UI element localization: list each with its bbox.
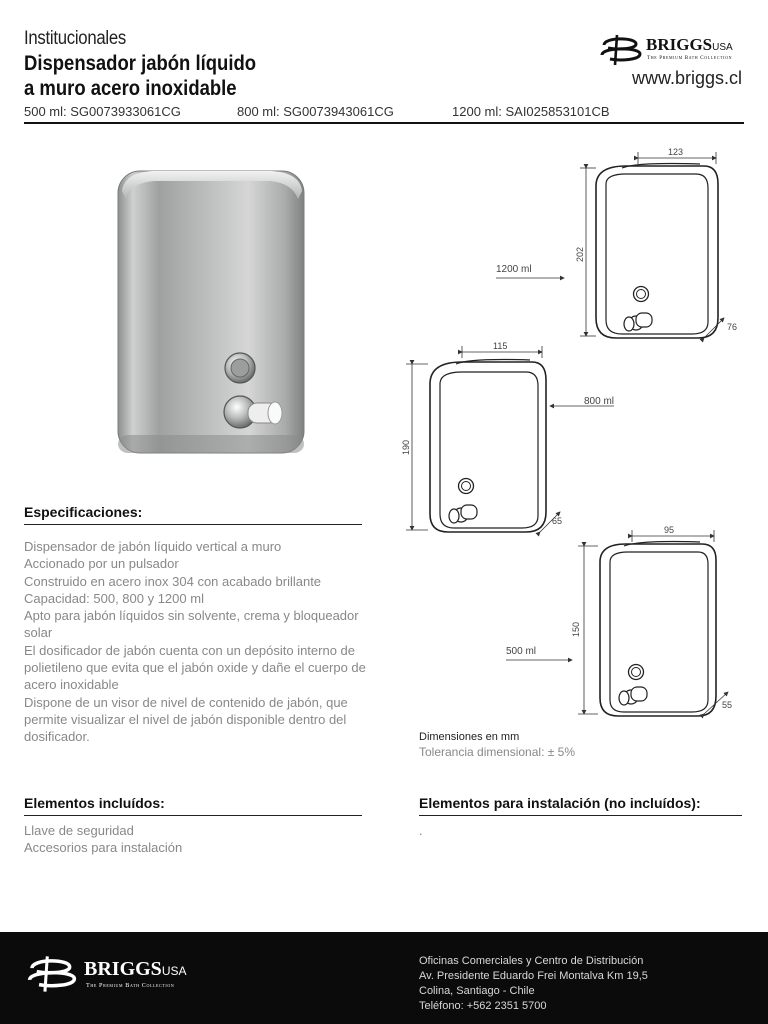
- dim-1200-height: 202: [575, 246, 585, 262]
- included-item: Llave de seguridad: [24, 823, 134, 838]
- product-photo: [112, 165, 312, 460]
- footer-brand-suffix: USA: [161, 964, 187, 978]
- capacity-label-800: 800 ml: [584, 396, 615, 407]
- specs-list: [24, 538, 374, 746]
- dimension-drawings: [400, 140, 760, 730]
- included-list: [24, 822, 364, 857]
- address-line: Av. Presidente Eduardo Frei Montalva Km 19,5: [419, 970, 648, 982]
- spec-line: El dosificador de jabón cuenta con un depósito interno de polietileno que evita que el jabón oxide y dañe el cuerpo de acero inoxidable: [24, 642, 366, 693]
- footer-brand-tagline: The Premium Bath Collection: [86, 982, 175, 989]
- brand-name: BRIGGS: [646, 35, 713, 54]
- installation-list: [419, 822, 423, 839]
- dim-800-depth: 65: [552, 516, 563, 526]
- brand-logo: [598, 33, 748, 67]
- diagram-1200ml: [496, 152, 724, 338]
- title-line-1: Dispensador jabón líquido: [24, 52, 257, 75]
- website-url[interactable]: www.briggs.cl: [631, 68, 742, 88]
- spec-line: Accionado por un pulsador: [24, 556, 179, 572]
- specs-divider: [24, 524, 362, 525]
- spec-line: Dispone de un visor de nivel de contenido de jabón, que permite visualizar el nivel de jabón disponible dentro del dosificador.: [24, 694, 348, 745]
- dim-1200-depth: 76: [727, 322, 738, 332]
- dim-1200-width: 123: [668, 147, 684, 157]
- dim-500-depth: 55: [722, 700, 733, 710]
- footer-address: [419, 954, 648, 1014]
- dim-500-width: 95: [664, 525, 675, 535]
- diagram-800ml: [406, 346, 614, 532]
- address-line: Oficinas Comerciales y Centro de Distribución: [419, 955, 644, 967]
- footer-brand-logo: [24, 954, 224, 994]
- model-code-800: 800 ml: SG0073943061CG: [237, 104, 394, 119]
- brand-suffix: USA: [712, 42, 733, 53]
- spec-line: Apto para jabón líquidos sin solvente, crema y bloqueador solar: [24, 608, 359, 641]
- page-title: [24, 51, 256, 101]
- diagram-500ml: [506, 530, 728, 716]
- spec-line: Dispensador de jabón líquido vertical a muro: [24, 539, 282, 554]
- dim-800-width: 115: [493, 341, 508, 351]
- title-line-2: a muro acero inoxidable: [24, 77, 237, 100]
- included-item: Accesorios para instalación: [24, 840, 183, 856]
- spec-line: Capacidad: 500, 800 y 1200 ml: [24, 590, 204, 606]
- address-line: Colina, Santiago - Chile: [419, 985, 535, 997]
- tolerance-note: Tolerancia dimensional: ± 5%: [419, 745, 575, 759]
- specs-title: Especificaciones:: [24, 504, 143, 520]
- category-label: Institucionales: [24, 28, 126, 49]
- footer-brand-name: BRIGGS: [84, 958, 162, 980]
- included-title: Elementos incluídos:: [24, 795, 165, 811]
- header-divider: [24, 122, 744, 124]
- briggs-emblem-icon: [598, 33, 644, 67]
- model-code-500: 500 ml: SG0073933061CG: [24, 104, 181, 119]
- capacity-label-1200: 1200 ml: [496, 264, 532, 275]
- installation-item: .: [419, 823, 423, 838]
- dim-800-height: 190: [401, 439, 411, 455]
- phone-line[interactable]: Teléfono: +562 2351 5700: [419, 1000, 547, 1012]
- brand-tagline: The Premium Bath Collection: [647, 55, 733, 61]
- installation-title: Elementos para instalación (no incluídos):: [419, 795, 701, 811]
- dim-500-height: 150: [571, 621, 581, 637]
- included-divider: [24, 815, 362, 816]
- capacity-label-500: 500 ml: [506, 646, 537, 657]
- installation-divider: [419, 815, 742, 816]
- model-code-1200: 1200 ml: SAI025853101CB: [452, 104, 610, 119]
- dimensions-unit-note: Dimensiones en mm: [419, 731, 520, 743]
- spec-line: Construido en acero inox 304 con acabado brillante: [24, 573, 322, 589]
- footer-briggs-emblem-icon: [24, 954, 80, 994]
